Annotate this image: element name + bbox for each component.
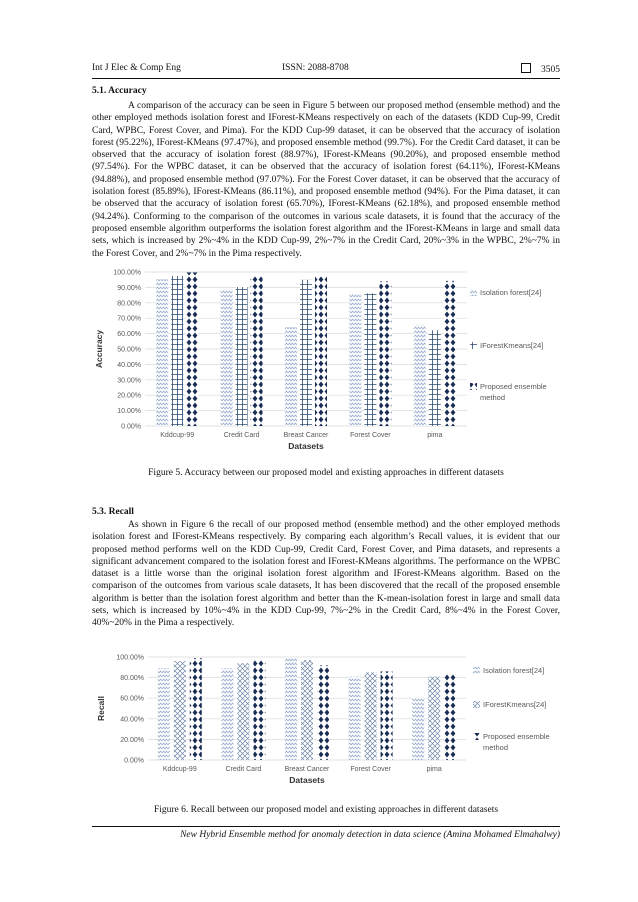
- y-tick-label: 0.00%: [124, 757, 144, 765]
- legend-swatch: [470, 383, 477, 390]
- figure5-caption: Figure 5. Accuracy between our proposed model and existing approaches in different datasets: [148, 468, 504, 478]
- bar: [300, 280, 312, 426]
- bar: [236, 287, 248, 426]
- figure6-caption: Figure 6. Recall between our proposed model and existing approaches in different datasets: [153, 805, 499, 815]
- bar: [253, 659, 265, 760]
- bar: [381, 671, 393, 760]
- bar: [364, 293, 376, 426]
- running-footer: New Hybrid Ensemble method for anomaly detection in data science (Amina Mohamed Elmahalwy): [180, 830, 560, 840]
- accuracy-paragraph: [92, 100, 560, 260]
- bar: [251, 276, 263, 426]
- x-tick-label: Kddcup-99: [160, 432, 195, 439]
- header-rule: [92, 78, 560, 79]
- bar: [349, 294, 361, 426]
- legend-label: method: [483, 743, 509, 752]
- legend-swatch: [473, 701, 480, 708]
- x-tick-label: Breast Cancer: [283, 432, 329, 439]
- x-tick-label: Credit Card: [225, 766, 262, 773]
- bar: [221, 289, 233, 426]
- y-tick-label: 40.00%: [117, 361, 141, 369]
- square-icon: [521, 63, 531, 73]
- bar: [365, 672, 377, 760]
- legend-swatch: [470, 342, 477, 349]
- bar: [158, 668, 170, 760]
- x-tick-label: Kddcup-99: [162, 766, 197, 773]
- bar: [429, 330, 441, 426]
- y-tick-label: 80.00%: [117, 300, 141, 308]
- bar: [285, 657, 297, 760]
- page-number-block: [521, 63, 560, 75]
- bar: [221, 668, 233, 760]
- x-tick-label: Forest Cover: [350, 432, 391, 439]
- bar: [285, 327, 297, 426]
- bar: [190, 658, 202, 760]
- running-header: [92, 63, 560, 77]
- bar: [171, 276, 183, 426]
- bar: [428, 677, 440, 760]
- bar: [317, 665, 329, 760]
- bar: [444, 675, 456, 760]
- issn: ISSN: 2088-8708: [282, 63, 349, 73]
- bar: [349, 677, 361, 760]
- legend-label: Proposed ensemble: [483, 732, 550, 741]
- legend-label: method: [480, 393, 506, 402]
- y-tick-label: 80.00%: [120, 675, 144, 683]
- y-tick-label: 20.00%: [117, 392, 141, 400]
- recall-chart: [0, 646, 638, 796]
- y-tick-label: 90.00%: [117, 284, 141, 292]
- y-tick-label: 30.00%: [117, 377, 141, 385]
- footer-rule: [92, 826, 560, 827]
- bar: [444, 281, 456, 426]
- bar: [414, 325, 426, 426]
- legend-label: IForestKmeans[24]: [483, 700, 547, 709]
- x-tick-label: Forest Cover: [350, 766, 391, 773]
- recall-paragraph-text: As shown in Figure 6 the recall of our proposed method (ensemble method) and the other employed methods isolation forest and IForest-KMeans respectively. By comparing each algorithm’s Recall values, it is evident that our proposed method performs well on the KDD Cup-99, Credit Card, Forest Cover, and Pima datasets, and represents a significant advancement compared to the isolation forest and IForest-KMeans algorithms. The performance on the WPBC dataset is a little worse than the original isolation forest algorithm and IForest-KMeans algorithm. Based on the comparison of the outcomes from various scale datasets, It has been discovered that the recall of the proposed ensemble algorithm is better than the isolation forest algorithm and better than the K-mean-isolation forest in large and small data sets, which is increased by 10%~4% in the KDD Cup-99, 7%~2% in the Credit Card, 8%~4% in the Forest Cover, 40%~20% in the Pima a respectively.: [92, 520, 560, 629]
- x-axis-label: Datasets: [288, 441, 324, 451]
- bar: [156, 279, 168, 426]
- bar: [186, 272, 198, 426]
- y-tick-label: 60.00%: [120, 695, 144, 703]
- legend-label: Isolation forest[24]: [480, 288, 542, 297]
- x-tick-label: pima: [426, 766, 442, 773]
- accuracy-chart: [0, 262, 638, 462]
- legend-label: Proposed ensemble: [480, 382, 547, 391]
- y-tick-label: 100.00%: [116, 654, 144, 662]
- y-tick-label: 0.00%: [121, 423, 141, 431]
- y-tick-label: 70.00%: [117, 315, 141, 323]
- legend-label: IForestKmeans[24]: [480, 341, 544, 350]
- bar: [412, 697, 424, 760]
- section-heading-recall: 5.3. Recall: [92, 507, 134, 517]
- x-tick-label: Credit Card: [223, 432, 260, 439]
- y-tick-label: 20.00%: [120, 736, 144, 744]
- y-tick-label: 50.00%: [117, 346, 141, 354]
- legend-swatch: [473, 667, 480, 674]
- legend-swatch: [470, 289, 477, 296]
- legend-swatch: [473, 733, 480, 740]
- bar: [315, 277, 327, 426]
- x-tick-label: Breast Cancer: [284, 766, 330, 773]
- y-axis-label: Recall: [96, 695, 106, 722]
- page-number: 3505: [541, 65, 560, 75]
- y-axis-label: Accuracy: [94, 329, 104, 369]
- y-tick-label: 10.00%: [117, 408, 141, 416]
- legend-label: Isolation forest[24]: [483, 666, 545, 675]
- y-tick-label: 100.00%: [113, 269, 141, 277]
- y-tick-label: 40.00%: [120, 716, 144, 724]
- accuracy-paragraph-text: A comparison of the accuracy can be seen in Figure 5 between our proposed method (ensemble method) and the other employed methods isolation forest and IForest-KMeans respectively on each of the datasets (KDD Cup-99, Credit Card, WPBC, Forest Cover, and Pima). For the KDD Cup-99 dataset, it can be observed that the accuracy of isolation forest (95.22%), IForest-KMeans (97.47%), and proposed ensemble method (99.7%). For the Credit Card dataset, it can be observed that the accuracy of isolation forest (88.97%), IForest-KMeans (90.20%), and proposed ensemble method (97.54%). For the WPBC dataset, it can be observed that the accuracy of isolation forest (64.11%), IForest-KMeans (94.88%), and proposed ensemble method (97.07%). For the Forest Cover dataset, it can be observed that the accuracy of isolation forest (85.89%), IForest-KMeans (86.11%), and proposed ensemble method (94%). For the Pima dataset, it can be observed that the accuracy of isolation forest (65.70%), IForest-KMeans (62.18%), and proposed ensemble method (94.24%). Conforming to the comparison of the outcomes in various scale datasets, it is found that the accuracy of the proposed ensemble algorithm outperforms the isolation forest algorithm and the IForest-KMeans in large and small data sets, which is increased by 2%~4% in the KDD Cup-99, 2%~7% in the Credit Card, 20%~3% in the WPBC, 2%~7% in the Forest Cover, and 2%~7% in the Pima respectively.: [92, 101, 560, 259]
- bar: [174, 661, 186, 760]
- y-tick-label: 60.00%: [117, 331, 141, 339]
- bar: [301, 660, 313, 760]
- bar: [379, 281, 391, 426]
- section-heading-accuracy: 5.1. Accuracy: [92, 86, 147, 96]
- journal-name: Int J Elec & Comp Eng: [92, 63, 181, 73]
- x-tick-label: pima: [427, 432, 443, 439]
- recall-paragraph: [92, 519, 560, 630]
- x-axis-label: Datasets: [289, 775, 325, 785]
- bar: [237, 663, 249, 760]
